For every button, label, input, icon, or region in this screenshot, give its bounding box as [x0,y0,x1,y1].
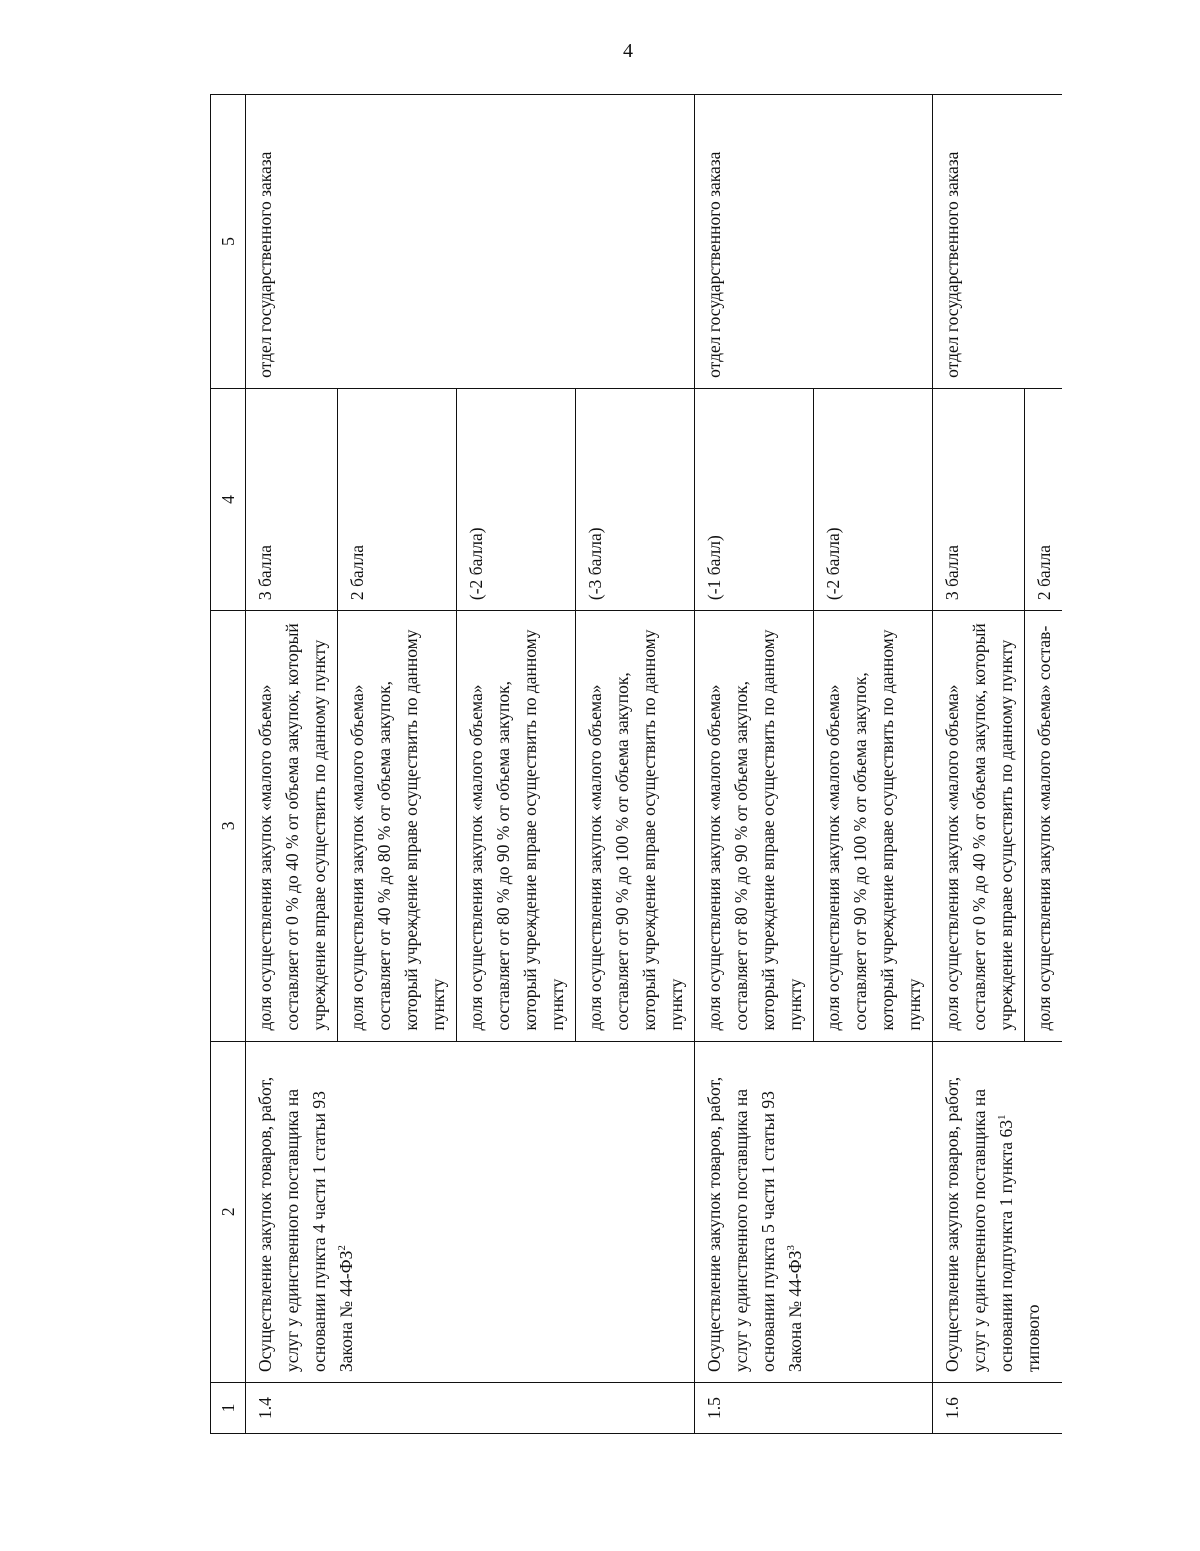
footnote-mark: 3 [785,1245,798,1251]
footnote-mark: 1 [996,1114,1009,1121]
table-row [695,95,814,1434]
criterion-text: доля осуществления закупок «малого объема» составляет от 80 % до 90 % от объема закупок, который учреждение вправе осуществить по данному пункту [457,611,576,1041]
header-cell: 4 [211,388,246,610]
header-cell: 2 [211,1041,246,1383]
criterion-text: доля осуществления закупок «малого объема» составляет от 80 % до 90 % от объема закупок, который учреждение вправе осуществить по данному пункту [695,611,814,1041]
row-description-tail: типового [1023,1304,1043,1373]
row-description [695,1041,933,1383]
row-description-text: Осуществление закупок товаров, работ, услуг у единственного поставщика на основании подпункта 1 пункта 63 [942,1076,1016,1373]
row-description-text: Осуществление закупок товаров, работ, услуг у единственного поставщика на основании пункта 4 части 1 статьи 93 Закона № 44-ФЗ [255,1076,356,1373]
row-description-text: Осуществление закупок товаров, работ, услуг у единственного поставщика на основании пункта 5 части 1 статьи 93 Закона № 44-ФЗ [704,1076,805,1373]
table-header-row [211,95,246,1434]
criterion-text: доля осуществления закупок «малого объема» составляет от 0 % до 40 % от объема закупок, который учреждение вправе осуществить по данному пункту [933,611,1025,1041]
table-row [933,95,1025,1434]
header-cell: 1 [211,1383,246,1434]
criterion-score: 3 балла [933,388,1025,610]
criterion-score: (-3 балла) [576,388,695,610]
criterion-score: (-2 балла) [814,388,933,610]
criterion-text: доля осуществления закупок «малого объема» составляет от 0 % до 40 % от объема закупок, который учреждение вправе осуществить по данному пункту [246,611,338,1041]
table-row [246,95,338,1434]
criterion-score: 3 балла [246,388,338,610]
criterion-text: доля осуществления закупок «малого объема» составляет от 90 % до 100 % от объема закупок, который учреждение вправе осуществить по данному пункту [576,611,695,1041]
row-description [933,1041,1063,1383]
criterion-score: (-1 балл) [695,388,814,610]
rotated-table-wrapper [210,94,1054,1434]
row-number: 1.4 [246,1383,695,1434]
responsible-unit: отдел государственного заказа [933,95,1063,389]
criteria-table [210,94,1062,1434]
footnote-mark: 2 [336,1245,349,1251]
row-description [246,1041,695,1383]
header-cell: 5 [211,95,246,389]
criterion-score: 2 балла [338,388,457,610]
criterion-score: (-2 балла) [457,388,576,610]
criterion-score: 2 балла [1025,388,1063,610]
criterion-text: доля осуществления закупок «малого объема» составляет от 90 % до 100 % от объема закупок, который учреждение вправе осуществить по данному пункту [814,611,933,1041]
row-number: 1.5 [695,1383,933,1434]
criterion-text: доля осуществления закупок «малого объема» составляет от 40 % до 80 % от объема закупок, который учреждение вправе осуществить по данному пункту [338,611,457,1041]
criterion-text: доля осуществления закупок «малого объема» состав- [1025,611,1063,1041]
row-number: 1.6 [933,1383,1063,1434]
page-number: 4 [623,40,633,62]
responsible-unit: отдел государственного заказа [695,95,933,389]
responsible-unit: отдел государственного заказа [246,95,695,389]
header-cell: 3 [211,611,246,1041]
